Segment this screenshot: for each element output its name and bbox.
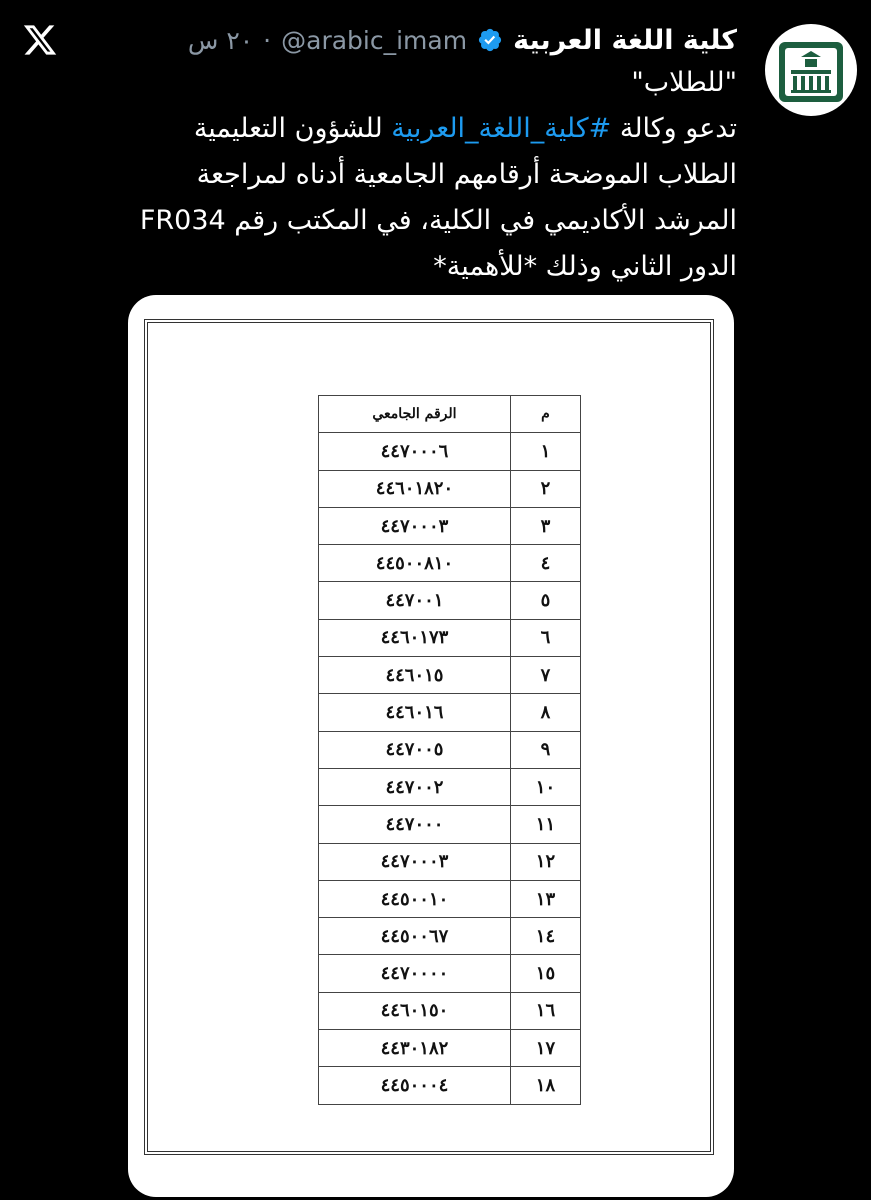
table-row [319,470,581,507]
x-logo-icon[interactable] [22,22,58,58]
row-number: ٤ [510,545,580,582]
student-id: ٤٤٧٠٠٠٣ [319,843,511,880]
tweet-media-image[interactable] [128,295,734,1197]
table-row [319,507,581,544]
table-row [319,1030,581,1067]
hashtag-link[interactable]: #كلية_اللغة_العربية [391,113,612,144]
student-id: ٤٤٦٠١٦ [319,694,511,731]
tweet-text [57,60,737,290]
student-id: ٤٤٧٠٠٥ [319,731,511,768]
row-number: ١٨ [510,1067,580,1104]
tweet-text-line-4: المرشد الأكاديمي في الكلية، في المكتب رقم FR034 [139,205,737,236]
row-number: ١٢ [510,843,580,880]
student-id: ٤٤٥٠٠١٠ [319,880,511,917]
university-emblem-icon [765,24,857,116]
avatar[interactable] [765,24,857,116]
student-id: ٤٤٥٠٠٠٤ [319,1067,511,1104]
table-row [319,918,581,955]
row-number: ١٣ [510,880,580,917]
student-id: ٤٤٦٠١٥٠ [319,992,511,1029]
student-id: ٤٤٧٠٠٠ [319,806,511,843]
author-display-name[interactable]: كلية اللغة العربية [513,24,737,56]
tweet-text-line-3: الطلاب الموضحة أرقامهم الجامعية أدناه لمراجعة [196,159,737,190]
row-number: ٦ [510,619,580,656]
header-number: م [510,396,580,433]
table-row [319,1067,581,1104]
row-number: ١٠ [510,768,580,805]
tweet-text-line-5: الدور الثاني وذلك *للأهمية* [433,251,737,282]
row-number: ٨ [510,694,580,731]
tweet-text-line-1: "للطلاب" [631,67,737,98]
tweet-text-line-2-post: للشؤون التعليمية [193,113,392,144]
row-number: ٢ [510,470,580,507]
row-number: ٧ [510,657,580,694]
row-number: ١٤ [510,918,580,955]
table-row [319,992,581,1029]
student-id: ٤٤٥٠٠٨١٠ [319,545,511,582]
table-row [319,657,581,694]
student-id: ٤٤٧٠٠٢ [319,768,511,805]
student-id: ٤٤٧٠٠٠٣ [319,507,511,544]
table-row [319,545,581,582]
tweet-text-line-2 [57,106,737,152]
row-number: ٣ [510,507,580,544]
row-number: ٩ [510,731,580,768]
author-handle[interactable]: @arabic_imam [281,25,468,55]
row-number: ٥ [510,582,580,619]
table-body [319,433,581,1104]
student-id: ٤٤٧٠٠٠٠ [319,955,511,992]
student-id: ٤٤٥٠٠٦٧ [319,918,511,955]
student-id: ٤٤٦٠١٧٣ [319,619,511,656]
document-frame [144,319,714,1155]
table-row [319,955,581,992]
table-row [319,806,581,843]
table-header-row [319,396,581,433]
row-number: ١ [510,433,580,470]
tweet-time[interactable]: ٢٠ س [187,25,254,55]
row-number: ١٥ [510,955,580,992]
table-row [319,731,581,768]
tweet-header [188,18,737,62]
student-id: ٤٤٧٠٠١ [319,582,511,619]
table-row [319,843,581,880]
student-id: ٤٤٧٠٠٠٦ [319,433,511,470]
row-number: ١١ [510,806,580,843]
student-id: ٤٤٦٠١٨٢٠ [319,470,511,507]
row-number: ١٧ [510,1030,580,1067]
tweet-text-line-2-pre: تدعو وكالة [611,113,737,144]
row-number: ١٦ [510,992,580,1029]
header-student-id: الرقم الجامعي [319,396,511,433]
student-ids-table [318,395,581,1105]
table-row [319,433,581,470]
separator-dot: · [263,25,272,55]
student-id: ٤٤٣٠١٨٢ [319,1030,511,1067]
student-id: ٤٤٦٠١٥ [319,657,511,694]
verified-badge-icon [477,27,503,53]
table-row [319,768,581,805]
table-row [319,619,581,656]
table-row [319,582,581,619]
table-row [319,880,581,917]
table-row [319,694,581,731]
